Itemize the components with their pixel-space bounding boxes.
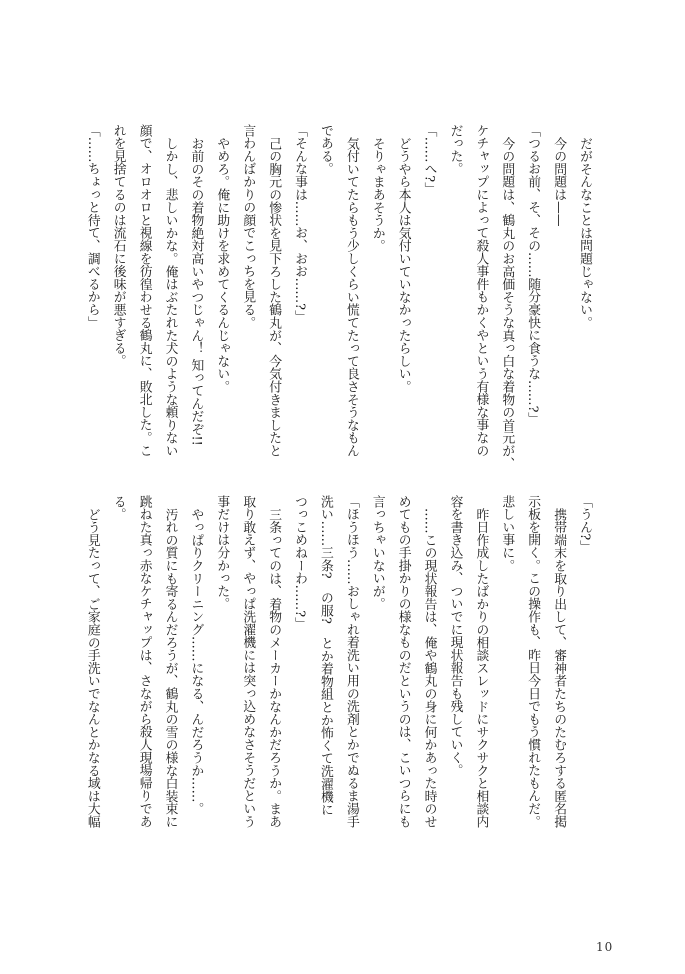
text-line: 今の問題は—— [551,136,567,227]
text-line: 「……へ?」 [421,124,437,195]
text-line: 「つるお前、そ、その……随分豪快に食うな……?」 [525,124,541,426]
text-line: どうやら本人は気付いていなかったらしい。 [395,136,411,393]
text-line: だった。 [447,124,463,176]
text-line: 跳ねた真っ赤なケチャップは、さながら殺人現場帰りであ [136,495,152,828]
text-line: 事だけは分かった。 [214,495,230,611]
text-line: だがそんなことは問題じゃない。 [577,136,592,329]
text-line: 言わんばかりの顔でこっちを見る。 [240,124,256,329]
text-line: 取り敢えず、やっぱ洗濯機には突っ込めなさそうだという [240,495,256,828]
text-line: そりゃまあそうか。 [369,136,385,252]
text-line: 今の問題は、鶴丸のお高価そうな真っ白な着物の首元が、 [499,136,515,470]
text-line: つっこめねーわ……?」 [292,495,308,630]
text-line: 顔で、オロオロと視線を彷徨わせる鶴丸に、敗北した。こ [136,124,152,457]
page-number: 10 [596,940,614,954]
text-line: 悲しい事に。 [499,495,515,572]
text-line: れを見捨てるのは流石に後味が悪すぎる。 [110,124,126,368]
text-line: 「ほうほう……おしゃれ着洗い用の洗剤とかでぬるま湯手 [343,495,359,828]
text-line: やっぱりクリーニング……になる、んだろうか……。 [188,507,204,815]
text-line: お前のその着物絶対高いやつじゃん！ 知ってんだぞ!! [188,136,204,446]
text-line: ケチャップによって殺人事件もかくやという有様な事なの [473,124,489,457]
text-line: 三条ってのは、着物のメーカーかなんかだろうか。まあ [266,507,282,828]
text-line: 己の胸元の惨状を見下ろした鶴丸が、今気付きましたと [266,136,282,457]
text-line: 容を書き込み、ついでに現状報告も残していく。 [447,495,463,777]
text-line: 携帯端末を取り出して、審神者たちのたむろする匿名掲 [551,507,567,828]
text-line: しかし、悲しいかな。俺はぶたれた犬のような頼りない [162,136,178,457]
text-line: 気付いてたらもう少しくらい慌てたって良さそうなもん [343,136,359,457]
text-line: ……この現状報告は、俺や鶴丸の身に何かあった時のせ [421,507,437,828]
text-line: どう見たって、ご家庭の手洗いでなんとかなる域は大幅 [84,507,100,828]
text-line: である。 [317,124,333,176]
text-line: 示板を開く。この操作も、昨日今日でもう慣れたもんだ。 [525,495,541,828]
upper-text-block [77,124,597,474]
text-line: めてもの手掛かりの様なものだというのは、こいつらにも [395,495,411,828]
lower-text-block [77,495,597,890]
text-line: 言っちゃいないが。 [369,495,385,611]
text-line: 「……ちょっと待て、調べるから」 [84,124,100,329]
text-line: 昨日作成したばかりの相談スレッドにサクサクと相談内 [473,507,489,828]
text-line: やめろ。俺に助けを求めてくるんじゃない。 [214,136,230,393]
text-line: 「そんな事は……お、おお……?」 [292,124,308,323]
text-line: 洗い……三条? の服? とか着物組とか怖くて洗濯機に [317,495,333,816]
text-line: 「うん?」 [577,495,592,554]
text-line: る。 [110,495,126,521]
text-line: 汚れの質にも寄るんだろうが、鶴丸の雪の様な白装束に [162,507,178,828]
